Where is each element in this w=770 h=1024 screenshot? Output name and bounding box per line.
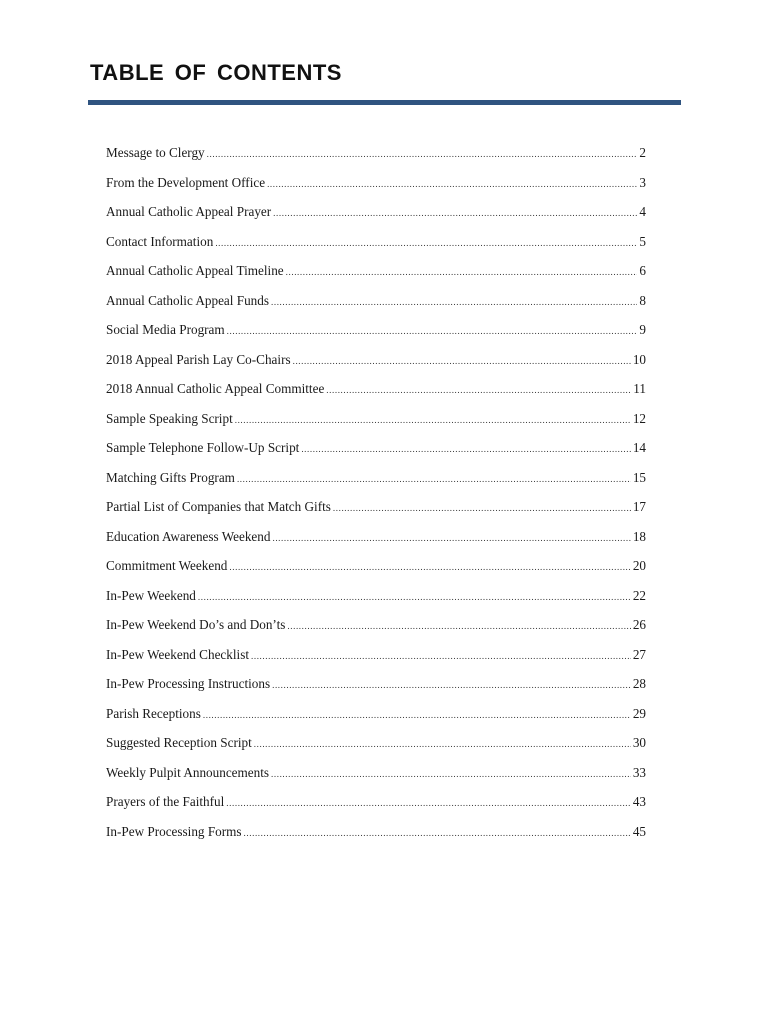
toc-entry-label: Contact Information bbox=[106, 233, 214, 249]
toc-entry bbox=[106, 643, 646, 673]
toc-leader-dots bbox=[287, 614, 630, 638]
toc-leader-dots bbox=[244, 821, 631, 845]
toc-entry-label: In-Pew Processing Instructions bbox=[106, 676, 271, 691]
toc-entry-page: 15 bbox=[632, 469, 646, 485]
toc-leader-dots bbox=[273, 201, 637, 225]
toc-entry-label: In-Pew Weekend Checklist bbox=[106, 646, 249, 662]
toc-entry bbox=[106, 672, 646, 702]
toc-entry-label: In-Pew Weekend bbox=[106, 587, 196, 603]
toc-entry-label: Annual Catholic Appeal Prayer bbox=[106, 204, 272, 219]
toc-entry-page: 18 bbox=[632, 528, 646, 544]
toc-entry-label: Matching Gifts Program bbox=[106, 469, 235, 485]
toc-leader-dots bbox=[207, 142, 638, 166]
toc-entry-page: 22 bbox=[632, 587, 646, 603]
toc-entry-page: 20 bbox=[632, 558, 646, 573]
table-of-contents bbox=[106, 141, 646, 849]
toc-entry-page: 45 bbox=[632, 823, 646, 839]
toc-entry-label: 2018 Annual Catholic Appeal Committee bbox=[106, 381, 325, 396]
toc-leader-dots bbox=[235, 408, 631, 432]
toc-leader-dots bbox=[271, 290, 637, 314]
toc-leader-dots bbox=[237, 467, 631, 491]
toc-entry-page: 27 bbox=[632, 646, 646, 662]
toc-entry bbox=[106, 348, 646, 378]
toc-leader-dots bbox=[254, 732, 631, 756]
toc-leader-dots bbox=[333, 496, 631, 520]
toc-entry bbox=[106, 141, 646, 171]
toc-entry-page: 8 bbox=[639, 292, 646, 308]
toc-leader-dots bbox=[251, 644, 631, 668]
toc-entry-label: Education Awareness Weekend bbox=[106, 528, 271, 544]
toc-entry bbox=[106, 289, 646, 319]
toc-entry-label: Sample Speaking Script bbox=[106, 410, 233, 426]
toc-leader-dots bbox=[326, 378, 631, 402]
toc-entry bbox=[106, 554, 646, 584]
toc-leader-dots bbox=[301, 437, 630, 461]
toc-entry bbox=[106, 702, 646, 732]
toc-entry-label: In-Pew Processing Forms bbox=[106, 823, 242, 839]
toc-leader-dots bbox=[272, 526, 630, 550]
toc-entry-page: 3 bbox=[639, 174, 646, 190]
toc-leader-dots bbox=[198, 585, 631, 609]
toc-entry-label: Prayers of the Faithful bbox=[106, 794, 225, 809]
toc-leader-dots bbox=[227, 319, 638, 343]
toc-entry bbox=[106, 613, 646, 643]
toc-entry bbox=[106, 377, 646, 407]
toc-leader-dots bbox=[203, 703, 631, 727]
toc-entry-label: Message to Clergy bbox=[106, 145, 205, 160]
toc-entry-page: 10 bbox=[632, 351, 646, 367]
toc-entry bbox=[106, 171, 646, 201]
toc-entry-label: Annual Catholic Appeal Timeline bbox=[106, 263, 284, 278]
toc-leader-dots bbox=[229, 555, 630, 579]
toc-entry bbox=[106, 200, 646, 230]
toc-entry-label: Commitment Weekend bbox=[106, 558, 228, 573]
toc-entry bbox=[106, 731, 646, 761]
toc-entry-page: 33 bbox=[632, 764, 646, 780]
toc-leader-dots bbox=[293, 349, 631, 373]
toc-entry-page: 9 bbox=[639, 322, 646, 337]
toc-entry bbox=[106, 436, 646, 466]
toc-entry bbox=[106, 790, 646, 820]
toc-entry bbox=[106, 761, 646, 791]
toc-leader-dots bbox=[226, 791, 631, 815]
toc-entry bbox=[106, 318, 646, 348]
toc-entry-page: 5 bbox=[639, 233, 646, 249]
toc-entry bbox=[106, 495, 646, 525]
toc-entry bbox=[106, 466, 646, 496]
title-divider bbox=[88, 100, 681, 105]
toc-entry-page: 14 bbox=[632, 440, 646, 455]
toc-leader-dots bbox=[271, 762, 631, 786]
toc-entry-page: 28 bbox=[632, 676, 646, 691]
toc-entry-label: Weekly Pulpit Announcements bbox=[106, 764, 270, 780]
toc-entry-page: 6 bbox=[639, 263, 646, 278]
toc-entry bbox=[106, 407, 646, 437]
toc-entry-label: Parish Receptions bbox=[106, 705, 201, 721]
toc-entry-page: 4 bbox=[639, 204, 646, 219]
toc-entry-page: 30 bbox=[632, 735, 646, 750]
toc-entry-label: Partial List of Companies that Match Gifts bbox=[106, 499, 331, 514]
toc-leader-dots bbox=[286, 260, 638, 284]
toc-entry bbox=[106, 259, 646, 289]
toc-entry-label: Suggested Reception Script bbox=[106, 735, 252, 750]
toc-entry-page: 17 bbox=[632, 499, 646, 514]
toc-entry-label: Social Media Program bbox=[106, 322, 225, 337]
page-title: TABLE OF CONTENTS bbox=[90, 60, 342, 85]
toc-entry-page: 12 bbox=[632, 410, 646, 426]
toc-entry-label: 2018 Appeal Parish Lay Co-Chairs bbox=[106, 351, 291, 367]
toc-entry-page: 11 bbox=[633, 381, 646, 396]
toc-entry bbox=[106, 525, 646, 555]
toc-entry-label: In-Pew Weekend Do’s and Don’ts bbox=[106, 617, 286, 632]
toc-entry bbox=[106, 230, 646, 260]
toc-entry-page: 2 bbox=[639, 145, 646, 160]
toc-entry-label: Annual Catholic Appeal Funds bbox=[106, 292, 269, 308]
toc-entry-label: Sample Telephone Follow-Up Script bbox=[106, 440, 300, 455]
toc-leader-dots bbox=[215, 231, 637, 255]
toc-leader-dots bbox=[272, 673, 631, 697]
toc-entry-page: 29 bbox=[632, 705, 646, 721]
toc-entry-label: From the Development Office bbox=[106, 174, 266, 190]
toc-entry-page: 26 bbox=[632, 617, 646, 632]
toc-entry bbox=[106, 820, 646, 850]
toc-entry bbox=[106, 584, 646, 614]
toc-leader-dots bbox=[267, 172, 637, 196]
toc-entry-page: 43 bbox=[632, 794, 646, 809]
